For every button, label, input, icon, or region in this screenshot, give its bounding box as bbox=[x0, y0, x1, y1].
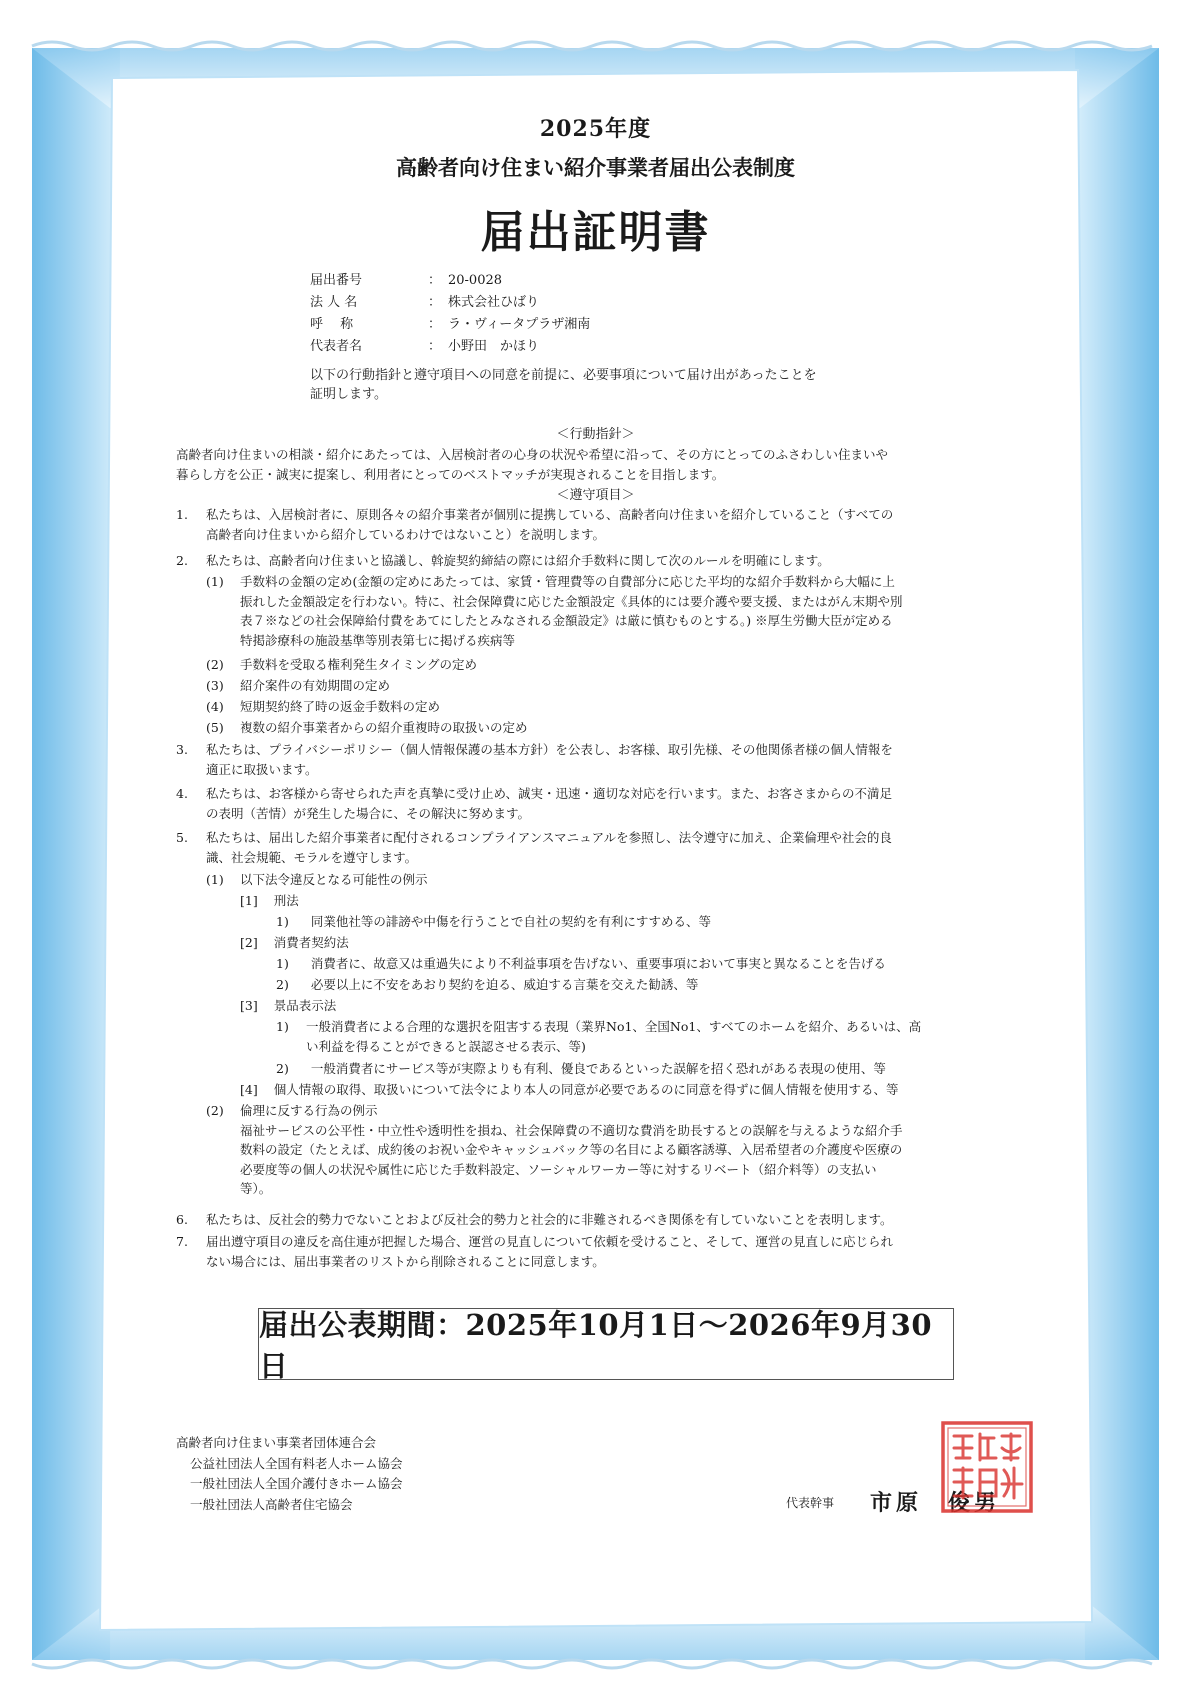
item-number: 4. bbox=[176, 786, 188, 801]
issuer-member: 公益社団法人全国有料老人ホーム協会 bbox=[190, 1455, 403, 1471]
item-line: 短期契約終了時の返金手数料の定め bbox=[240, 699, 441, 714]
sub-item-number: (1) bbox=[206, 574, 224, 589]
compliance-item-4 bbox=[176, 784, 1076, 823]
item-line: 複数の紹介事業者からの紹介重複時の取扱いの定め bbox=[240, 720, 528, 735]
compliance-item-1 bbox=[176, 505, 1076, 544]
info-value: ラ・ヴィータプラザ湘南 bbox=[448, 317, 591, 332]
info-label: 法 人 名 bbox=[310, 295, 358, 310]
item-line: 振れした金額設定を行わない。特に、社会保障費に応じた金額設定《具体的には要介護や要支援、またはがん末期や別 bbox=[240, 593, 903, 609]
compliance-item-5-sub-1 bbox=[206, 870, 1040, 890]
law-number: [1] bbox=[240, 893, 258, 908]
issuer-org: 高齢者向け住まい事業者団体連合会 bbox=[176, 1435, 377, 1450]
compliance-item-3 bbox=[176, 740, 1076, 779]
sub-item-number: (4) bbox=[206, 699, 224, 714]
document-title: 届出証明書 bbox=[480, 207, 711, 258]
item-line: 私たちは、高齢者向け住まいと協議し、斡旋契約締結の際には紹介手数料に関して次のルールを明確にします。 bbox=[206, 553, 830, 568]
representative-name: 市原 俊男 bbox=[870, 1490, 1001, 1516]
compliance-item-7 bbox=[176, 1232, 1076, 1271]
intro-statement bbox=[310, 366, 910, 404]
representative-title: 代表幹事 bbox=[786, 1496, 835, 1510]
example-text: 一般消費者にサービス等が実際よりも有利、優良であるといった誤解を招く恐れがある表現の使用、等 bbox=[310, 1061, 886, 1076]
example-text: 消費者に、故意又は重過失により不利益事項を告げない、重要事項において事実と異なることを告げる bbox=[310, 956, 886, 971]
item-line: の表明（苦情）が発生した場合に、その解決に努めます。 bbox=[206, 805, 531, 821]
item-line: 私たちは、入居検討者に、原則各々の紹介事業者が個別に提携している、高齢者向け住まいを紹介していること（すべての bbox=[206, 507, 894, 522]
item-number: 7. bbox=[176, 1234, 188, 1249]
official-seal-stamp bbox=[940, 1420, 1034, 1514]
info-value: 小野田 かほり bbox=[448, 339, 540, 354]
law-3 bbox=[240, 996, 336, 1016]
item-line: 等）。 bbox=[240, 1181, 272, 1196]
item-number: 3. bbox=[176, 742, 188, 757]
item-line: 私たちは、反社会的勢力でないことおよび反社会的勢力と社会的に非難されるべき関係を有していないことを表明します。 bbox=[206, 1212, 893, 1227]
law-2 bbox=[240, 933, 349, 953]
issuer-member: 一般社団法人高齢者住宅協会 bbox=[190, 1496, 353, 1512]
guideline-heading: ＜行動指針＞ bbox=[556, 427, 635, 442]
law-3-example-2 bbox=[276, 1059, 1036, 1079]
item-line: 私たちは、お客様から寄せられた声を真摯に受け止め、誠実・迅速・適切な対応を行います。また、お客さまからの不満足 bbox=[206, 786, 893, 801]
sub-item-number: (3) bbox=[206, 678, 224, 693]
item-number: 6. bbox=[176, 1212, 188, 1227]
compliance-item-2-sub-4 bbox=[206, 697, 1040, 717]
compliance-item-5-sub-2 bbox=[206, 1101, 1040, 1199]
law-text: 個人情報の取得、取扱いについて法令により本人の同意が必要であるのに同意を得ずに個人情報を使用する、等 bbox=[273, 1082, 899, 1097]
law-1-example-1 bbox=[276, 912, 1036, 932]
example-line: 一般消費者による合理的な選択を阻害する表現（業界No1、全国No1、すべてのホームを紹介、あるいは、高 bbox=[306, 1019, 922, 1034]
law-2-example-1 bbox=[276, 954, 1036, 974]
info-label: 代表者名 bbox=[310, 339, 363, 354]
law-1 bbox=[240, 891, 299, 911]
info-label: 呼 称 bbox=[310, 317, 354, 332]
guideline-line: 高齢者向け住まいの相談・紹介にあたっては、入居検討者の心身の状況や希望に沿って、その方にとってのふさわしい住まいや bbox=[176, 447, 889, 462]
example-number: 1) bbox=[276, 956, 289, 971]
item-line: 福祉サービスの公平性・中立性や透明性を損ね、社会保障費の不適切な費消を助長するとの誤解を与えるような紹介手 bbox=[240, 1122, 903, 1138]
publication-period-box bbox=[258, 1308, 954, 1383]
info-value: 20-0028 bbox=[448, 273, 503, 288]
item-line: 適正に取扱います。 bbox=[206, 761, 318, 777]
info-colon: ： bbox=[428, 339, 442, 354]
item-line: ない場合には、届出事業者のリストから削除されることに同意します。 bbox=[206, 1253, 605, 1269]
item-line: 特掲診療科の施設基準等別表第七に掲げる疾病等 bbox=[240, 632, 516, 648]
compliance-heading: ＜遵守項目＞ bbox=[556, 488, 635, 503]
law-name: 景品表示法 bbox=[273, 998, 337, 1013]
compliance-item-5 bbox=[176, 828, 1076, 867]
item-line: 以下法令違反となる可能性の例示 bbox=[240, 872, 428, 887]
law-4 bbox=[240, 1080, 1040, 1100]
compliance-item-2-sub-1 bbox=[206, 572, 1040, 650]
issuer-organizations bbox=[176, 1433, 403, 1515]
info-row-corporation bbox=[310, 291, 539, 311]
sub-item-number: (1) bbox=[206, 872, 224, 887]
certificate-year: 2025年度 bbox=[539, 116, 652, 142]
compliance-item-2-sub-2 bbox=[206, 655, 1040, 675]
law-name: 消費者契約法 bbox=[273, 935, 349, 950]
example-text: 同業他社等の誹謗や中傷を行うことで自社の契約を有利にすすめる、等 bbox=[310, 914, 711, 929]
sub-item-number: (5) bbox=[206, 720, 224, 735]
compliance-item-6 bbox=[176, 1210, 1076, 1230]
guideline-line: 暮らし方を公正・誠実に提案し、利用者にとってのベストマッチが実現されることを目指します。 bbox=[176, 466, 725, 482]
item-line: 倫理に反する行為の例示 bbox=[240, 1103, 378, 1118]
item-line: 手数料を受取る権利発生タイミングの定め bbox=[240, 657, 478, 672]
item-number: 5. bbox=[176, 830, 188, 845]
item-line: 手数料の金額の定め(金額の定めにあたっては、家賃・管理費等の自費部分に応じた平均的な紹介手数料から大幅に上 bbox=[240, 574, 895, 589]
example-number: 2) bbox=[276, 977, 289, 992]
law-3-example-1 bbox=[276, 1017, 1036, 1056]
law-number: [2] bbox=[240, 935, 258, 950]
law-name: 刑法 bbox=[273, 893, 299, 908]
info-row-number bbox=[310, 269, 502, 289]
example-text: 必要以上に不安をあおり契約を迫る、威迫する言葉を交えた勧誘、等 bbox=[310, 977, 699, 992]
example-number: 2) bbox=[276, 1061, 289, 1076]
example-line: い利益を得ることができると誤認させる表示、等) bbox=[306, 1038, 586, 1054]
publication-period: 届出公表期間：2025年10月1日～2026年9月30日 bbox=[259, 1308, 932, 1383]
law-number: [4] bbox=[240, 1082, 258, 1097]
law-number: [3] bbox=[240, 998, 258, 1013]
info-colon: ： bbox=[428, 273, 442, 288]
item-line: 私たちは、届出した紹介事業者に配付されるコンプライアンスマニュアルを参照し、法令遵守に加え、企業倫理や社会的良 bbox=[206, 830, 892, 845]
compliance-item-2-sub-5 bbox=[206, 718, 1040, 738]
item-line: 必要度等の個人の状況や属性に応じた手数料設定、ソーシャルワーカー等に対するリベート（紹介料等）の支払い bbox=[240, 1161, 877, 1177]
info-colon: ： bbox=[428, 317, 442, 332]
issuer-member: 一般社団法人全国介護付きホーム協会 bbox=[190, 1476, 403, 1491]
info-row-representative bbox=[310, 335, 539, 355]
item-number: 1. bbox=[176, 507, 188, 522]
sub-item-number: (2) bbox=[206, 657, 224, 672]
law-2-example-2 bbox=[276, 975, 1036, 995]
item-number: 2. bbox=[176, 553, 188, 568]
item-line: 高齢者向け住まいから紹介しているわけではないこと）を説明します。 bbox=[206, 526, 606, 542]
guideline-text bbox=[176, 445, 1042, 484]
compliance-item-2 bbox=[176, 551, 1076, 571]
item-line: 表７※などの社会保障給付費をあてにしたとみなされる金額設定》は厳に慎むものとする。) ※厚生労働大臣が定める bbox=[240, 613, 893, 628]
item-line: 数料の設定（たとえば、成約後のお祝い金やキャッシュバック等の名目による顧客誘導、入居希望者の介護度や医療の bbox=[240, 1142, 903, 1157]
intro-line: 以下の行動指針と遵守項目への同意を前提に、必要事項について届け出があったことを bbox=[310, 368, 817, 383]
info-row-name bbox=[310, 313, 590, 333]
example-number: 1) bbox=[276, 1019, 289, 1034]
compliance-item-2-sub-3 bbox=[206, 676, 1040, 696]
item-line: 紹介案件の有効期間の定め bbox=[240, 678, 391, 693]
example-number: 1) bbox=[276, 914, 289, 929]
system-name: 高齢者向け住まい紹介事業者届出公表制度 bbox=[396, 155, 795, 180]
sub-item-number: (2) bbox=[206, 1103, 224, 1118]
intro-line: 証明します。 bbox=[310, 387, 387, 402]
info-colon: ： bbox=[428, 295, 442, 310]
info-value: 株式会社ひばり bbox=[448, 295, 540, 310]
info-label: 届出番号 bbox=[310, 273, 363, 288]
item-line: 識、社会規範、モラルを遵守します。 bbox=[206, 849, 418, 865]
item-line: 届出遵守項目の違反を高住連が把握した場合、運営の見直しについて依頼を受けること、そして、運営の見直しに応じられ bbox=[206, 1234, 894, 1249]
item-line: 私たちは、プライバシーポリシー（個人情報保護の基本方針）を公表し、お客様、取引先様、その他関係者様の個人情報を bbox=[206, 742, 893, 757]
